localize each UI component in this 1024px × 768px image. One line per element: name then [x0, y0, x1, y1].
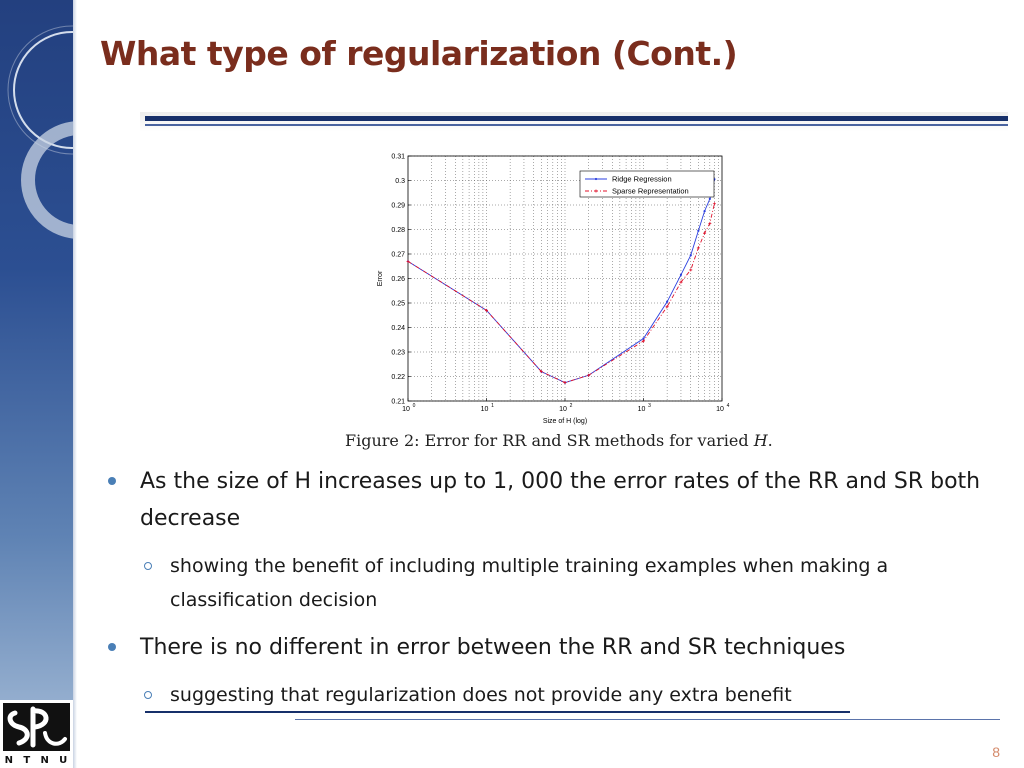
y-tick-label: 0.23 — [391, 349, 405, 357]
bullet-text: As the size of H increases up to 1, 000 the error rates of the RR and SR both decrease — [140, 469, 981, 531]
sub-bullet-ring-icon — [144, 562, 152, 570]
sub-bullet-text: showing the benefit of including multiple training examples when making a classification decision — [170, 555, 889, 611]
x-tick-label: 10 — [402, 406, 410, 413]
footer-line-light — [295, 719, 1000, 720]
data-point-rr — [709, 198, 711, 200]
data-point-sr — [689, 268, 692, 271]
sub-bullet-ring-icon — [144, 691, 152, 699]
caption-variable: H — [753, 431, 768, 450]
legend-marker — [595, 178, 597, 180]
y-tick-label: 0.27 — [391, 251, 405, 259]
data-point-rr — [697, 230, 699, 232]
data-point-sr — [713, 202, 716, 205]
chart-series — [407, 178, 716, 384]
y-tick-label: 0.28 — [391, 227, 405, 234]
series-line-sparse-representation — [408, 204, 714, 383]
x-tick-label: 10 — [637, 406, 646, 413]
bullet-item — [108, 629, 998, 666]
logo-letter: N — [4, 755, 15, 766]
sp-monogram-icon — [3, 703, 70, 751]
footer-divider — [140, 708, 1000, 722]
y-tick-label: 0.24 — [391, 325, 405, 332]
x-tick-label: 10 — [480, 406, 489, 413]
sub-bullet-item — [108, 549, 998, 617]
data-point-rr — [703, 210, 705, 212]
logo-mark — [3, 703, 70, 751]
bullet-dot-icon — [108, 477, 116, 485]
x-tick-exponent: 0 — [412, 403, 416, 409]
bullet-list — [108, 463, 998, 724]
data-point-rr — [690, 254, 692, 256]
slide-title: What type of regularization (Cont.) — [100, 34, 738, 73]
bullet-text: There is no different in error between the RR and SR techniques — [140, 635, 846, 660]
footer-line-dark — [145, 711, 850, 713]
bullet-dot-icon — [108, 643, 116, 651]
data-point-rr — [666, 301, 668, 303]
title-divider — [140, 112, 1008, 132]
data-point-rr — [680, 274, 682, 276]
y-tick-label: 0.26 — [391, 276, 405, 283]
page-number: 8 — [992, 744, 1000, 760]
x-tick-exponent: 1 — [491, 403, 494, 409]
x-tick-label: 10 — [716, 406, 724, 413]
y-tick-label: 0.22 — [391, 374, 405, 381]
data-point-sr — [697, 246, 700, 249]
sub-bullet-text: suggesting that regularization does not provide any extra benefit — [170, 684, 792, 706]
ntnu-logo — [0, 700, 73, 768]
circle-ornament-icon — [0, 0, 73, 700]
x-axis-label: Size of H (log) — [542, 418, 588, 425]
data-point-rr — [642, 337, 644, 339]
logo-letters — [0, 755, 73, 766]
caption-suffix: . — [767, 431, 773, 450]
legend-label: Ridge Regression — [612, 174, 672, 184]
figure-caption — [345, 431, 775, 450]
sidebar-decoration — [0, 0, 73, 768]
caption-text: Figure 2: Error for RR and SR methods for varied — [345, 431, 749, 450]
error-chart — [334, 147, 780, 431]
x-tick-label: 10 — [559, 406, 567, 413]
divider-thin-line — [145, 124, 1008, 126]
data-point-sr — [564, 381, 567, 384]
y-tick-label: 0.31 — [391, 153, 405, 161]
logo-letter: N — [40, 755, 50, 766]
x-tick-exponent: 2 — [569, 403, 573, 409]
y-axis-label: Error — [377, 270, 384, 287]
y-tick-label: 0.3 — [395, 178, 405, 185]
x-tick-exponent: 4 — [726, 403, 730, 409]
logo-letter: U — [59, 755, 69, 766]
divider-thick-line — [145, 116, 1008, 121]
chart-legend — [580, 171, 714, 197]
figure-image — [334, 147, 780, 457]
bullet-item — [108, 463, 998, 537]
sidebar-edge — [73, 0, 77, 768]
sub-bullet-item — [108, 678, 998, 712]
legend-label: Sparse Representation — [612, 186, 689, 196]
y-tick-label: 0.21 — [391, 398, 405, 406]
divider-shadow — [140, 112, 1008, 132]
logo-letter: T — [23, 755, 32, 766]
x-tick-exponent: 3 — [648, 403, 651, 409]
y-tick-label: 0.29 — [391, 202, 405, 210]
y-tick-label: 0.25 — [391, 300, 405, 308]
